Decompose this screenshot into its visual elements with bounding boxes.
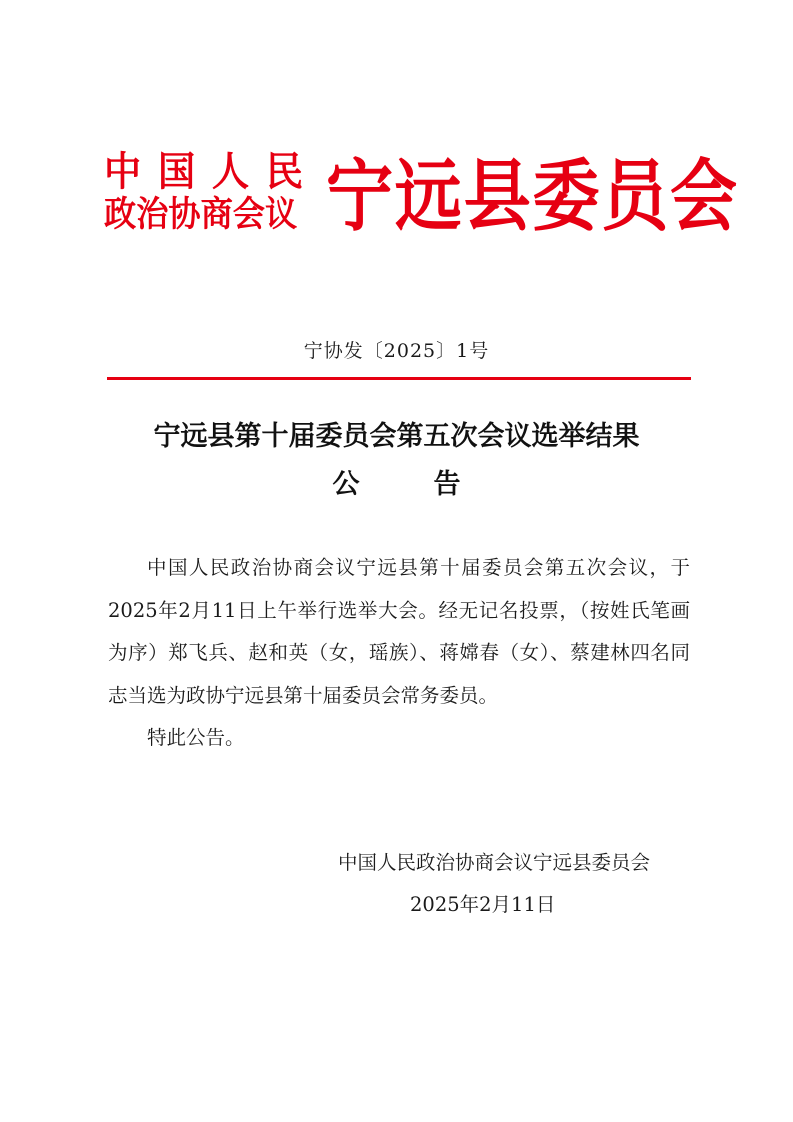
body-paragraph: 中国人民政治协商会议宁远县第十届委员会第五次会议，于2025年2月11日上午举行选举大会。经无记名投票，（按姓氏笔画为序）郑飞兵、赵和英（女，瑶族）、蒋嫦春（女）、蔡建林四名同志当选为政协宁远县第十届委员会常务委员。 <box>108 556 690 707</box>
masthead <box>104 148 739 245</box>
masthead-left-block <box>104 150 332 236</box>
document-title <box>0 417 793 505</box>
document-number: 宁协发〔2025〕1号 <box>303 340 490 362</box>
body-paragraph: 特此公告。 <box>147 726 245 749</box>
red-divider <box>107 377 691 380</box>
masthead-line1: 中国人民 <box>104 148 320 195</box>
signature-organization: 中国人民政治协商会议宁远县委员会 <box>338 851 651 874</box>
signature-date: 2025年2月11日 <box>410 893 556 916</box>
masthead-committee-name: 宁远县委员会 <box>326 151 739 242</box>
title-line1: 宁远县第十届委员会第五次会议选举结果 <box>153 421 640 452</box>
title-line2: 公告 <box>332 469 535 500</box>
masthead-line2: 政治协商会议 <box>104 194 298 235</box>
document-body <box>108 547 690 760</box>
signature-block <box>338 842 698 926</box>
